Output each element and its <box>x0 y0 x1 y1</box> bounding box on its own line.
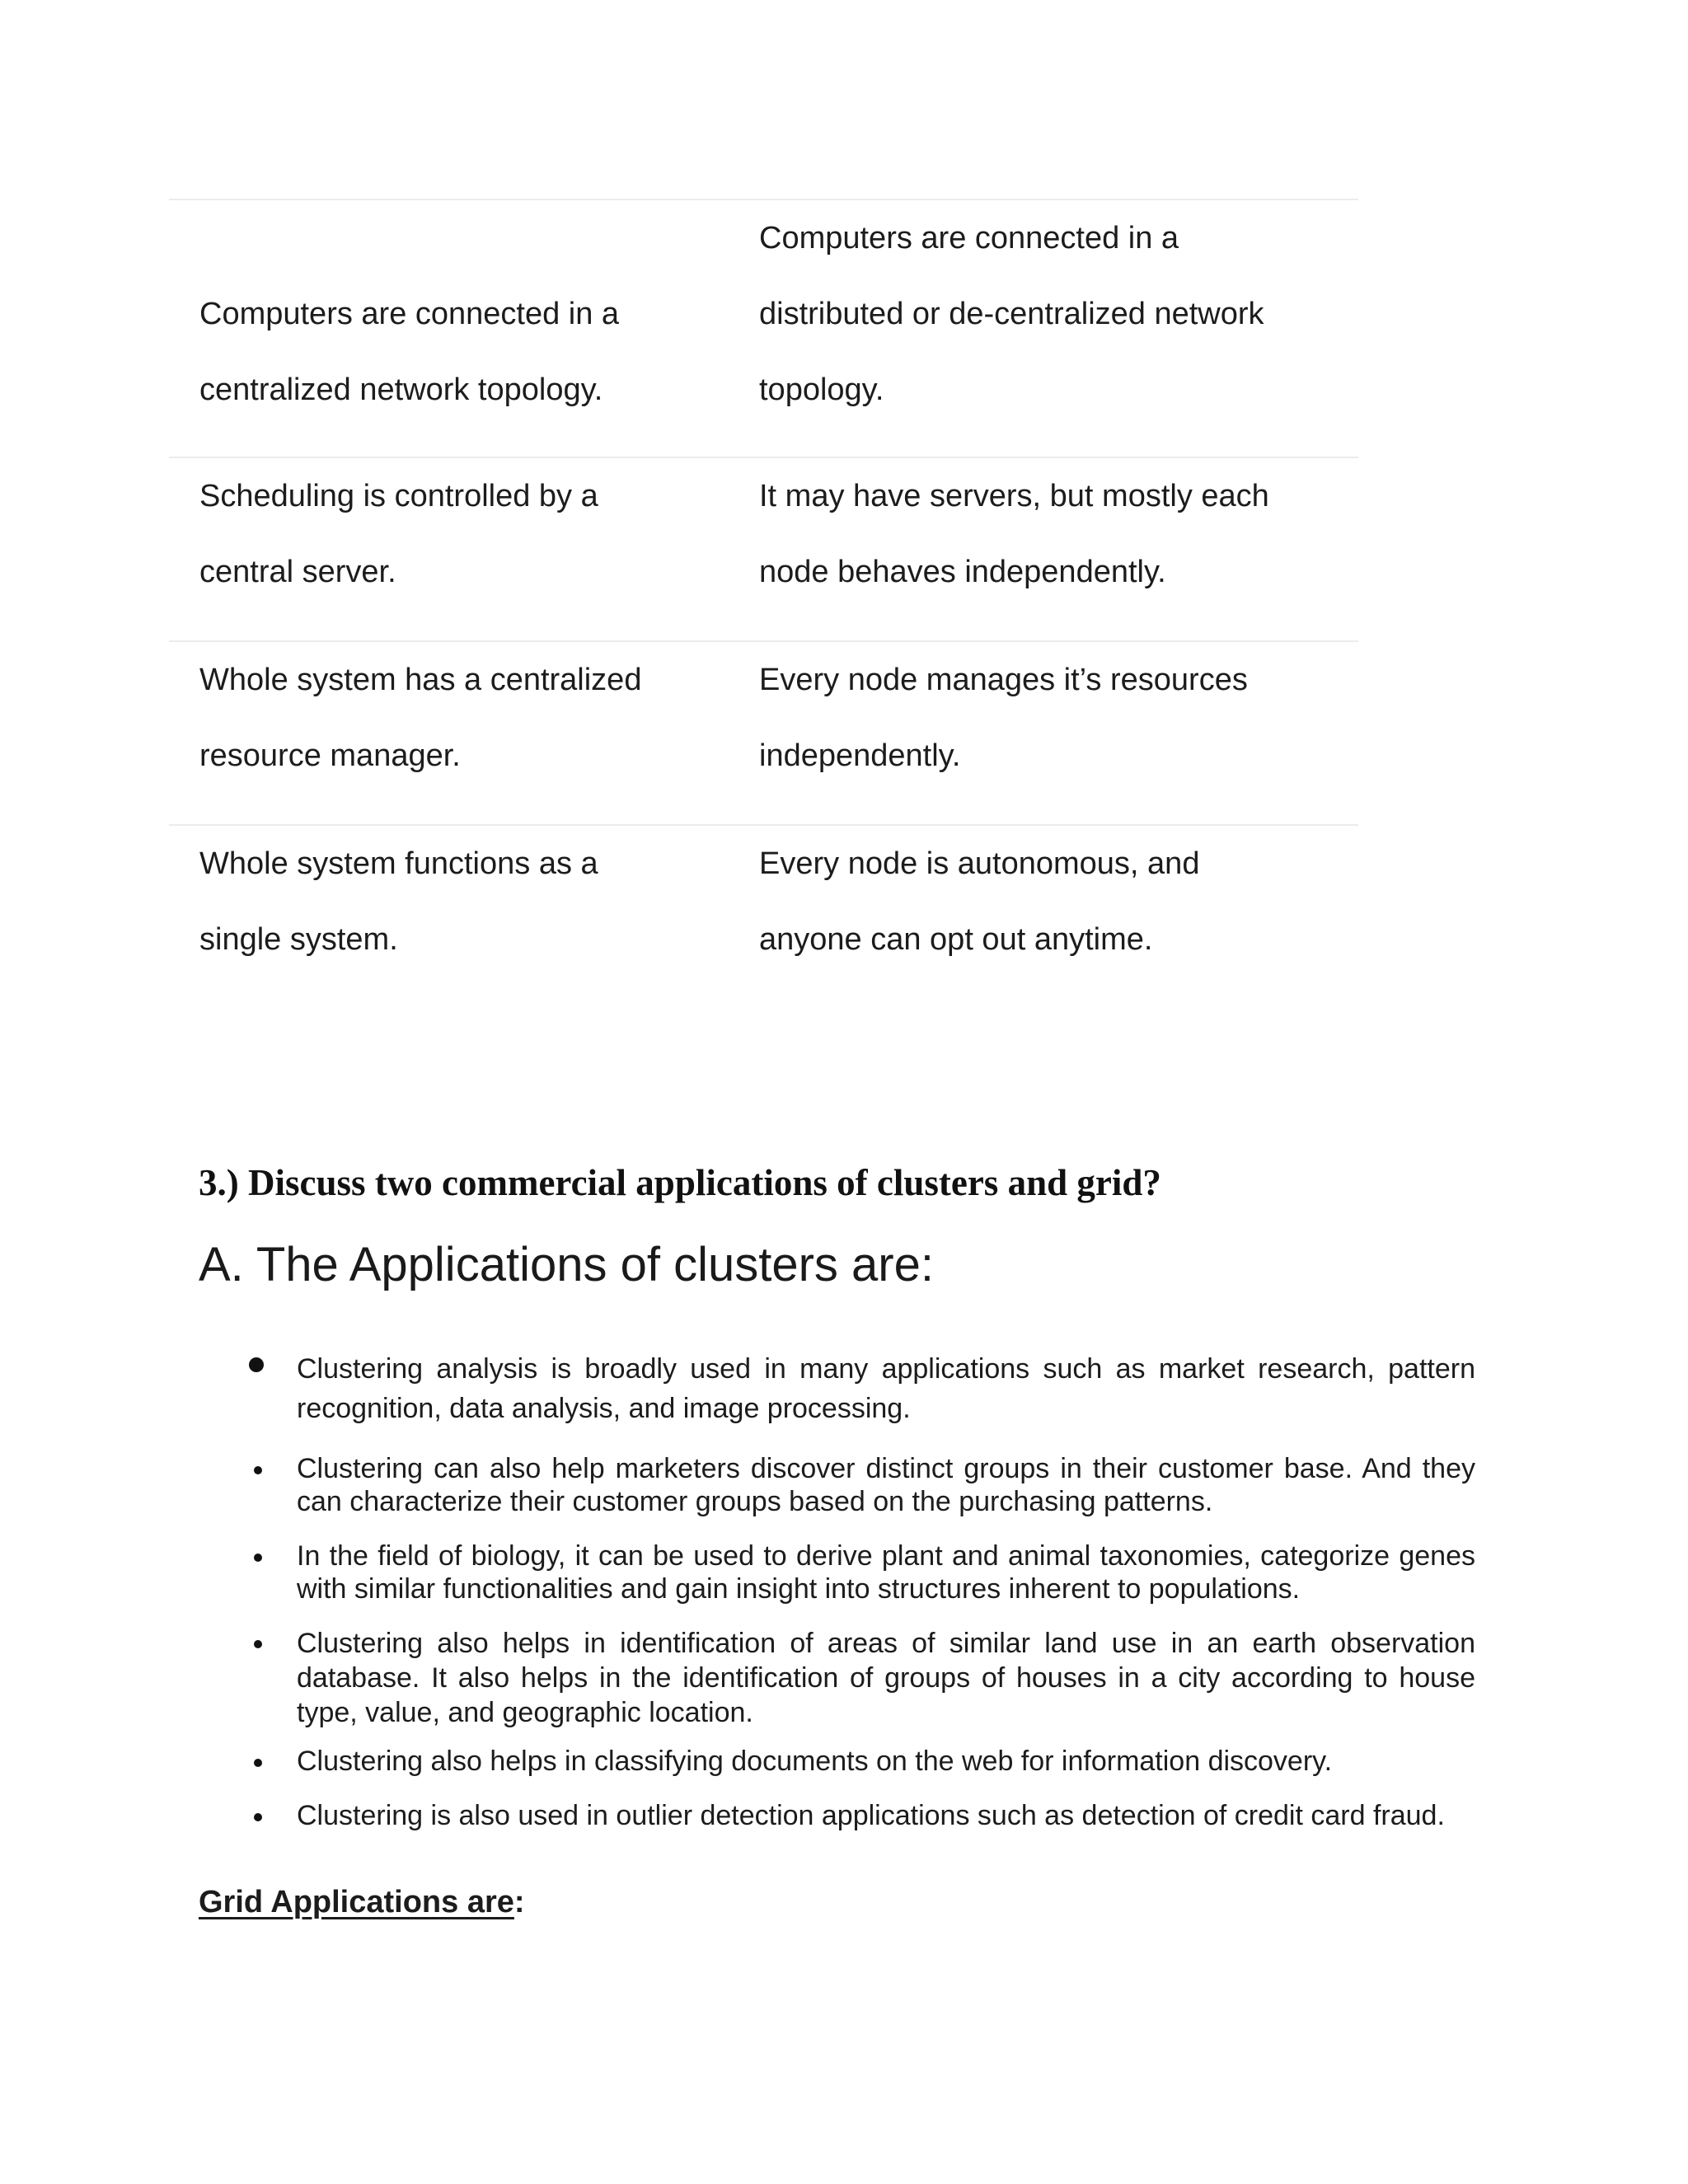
list-item <box>297 1745 1475 1778</box>
table-cell-centralized <box>199 458 598 610</box>
table-cell-distributed <box>759 200 1264 428</box>
grid-applications-heading <box>199 1882 525 1922</box>
table-cell-distributed <box>759 642 1248 794</box>
table-cell-centralized <box>199 200 619 428</box>
cell-line: distributed or de-centralized network <box>759 297 1264 331</box>
bullet-icon <box>254 1813 262 1821</box>
answer-title: A. The Applications of clusters are: <box>199 1238 934 1291</box>
cell-line: Computers are connected in a <box>199 297 620 331</box>
list-item-text: Clustering also helps in identification of areas of similar land use in an earth observation database. It also helps in the identification of groups of houses in a city according to house type, value, and geographic location. <box>297 1628 1475 1728</box>
cell-line: single system. <box>199 922 398 957</box>
cell-line: central server. <box>199 555 396 589</box>
cell-line: node behaves independently. <box>759 555 1166 589</box>
bullet-icon <box>254 1759 262 1767</box>
cell-line: resource manager. <box>199 738 461 773</box>
cell-line: Scheduling is controlled by a <box>199 479 598 513</box>
cell-line: Computers are connected in a <box>759 221 1179 255</box>
table-row <box>169 457 1358 640</box>
cell-line: centralized network topology. <box>199 373 603 407</box>
list-item <box>297 1540 1475 1605</box>
cell-line: Whole system functions as a <box>199 846 598 881</box>
cell-line: Every node manages it’s resources <box>759 663 1248 697</box>
table-cell-centralized <box>199 642 641 794</box>
grid-heading-colon: : <box>513 1885 525 1919</box>
grid-heading-text: Grid Applications are <box>199 1885 514 1919</box>
cell-line: Every node is autonomous, and <box>759 846 1200 881</box>
table-row <box>169 199 1358 457</box>
list-item <box>297 1626 1475 1730</box>
table-cell-distributed <box>759 826 1199 977</box>
cell-line: topology. <box>759 373 884 407</box>
comparison-table <box>169 199 1358 981</box>
cell-line: Whole system has a centralized <box>199 663 642 697</box>
list-item-text: Clustering is also used in outlier detection applications such as detection of credit card fraud. <box>297 1800 1445 1831</box>
bullet-icon <box>254 1554 262 1562</box>
table-cell-centralized <box>199 826 598 977</box>
table-row <box>169 640 1358 824</box>
list-item <box>297 1452 1475 1518</box>
bullet-icon <box>254 1466 262 1474</box>
table-cell-distributed <box>759 458 1269 610</box>
question-heading: 3.) Discuss two commercial applications of clusters and grid? <box>199 1162 1161 1203</box>
cell-line: It may have servers, but mostly each <box>759 479 1269 513</box>
table-row <box>169 824 1358 981</box>
bullet-icon <box>249 1357 264 1372</box>
list-item <box>297 1349 1475 1428</box>
cell-line <box>199 200 619 276</box>
list-item-text: Clustering can also help marketers discover distinct groups in their customer base. And they can characterize their customer groups based on the purchasing patterns. <box>297 1453 1475 1517</box>
cell-line: anyone can opt out anytime. <box>759 922 1153 957</box>
cell-line: independently. <box>759 738 961 773</box>
list-item <box>297 1799 1475 1832</box>
list-item-text: In the field of biology, it can be used to derive plant and animal taxonomies, categorize genes with similar functionalities and gain insight into structures inherent to populations. <box>297 1540 1475 1605</box>
bullet-icon <box>254 1640 262 1648</box>
list-item-text: Clustering also helps in classifying documents on the web for information discovery. <box>297 1746 1333 1777</box>
list-item-text: Clustering analysis is broadly used in many applications such as market research, pattern recognition, data analysis, and image processing. <box>297 1353 1475 1424</box>
